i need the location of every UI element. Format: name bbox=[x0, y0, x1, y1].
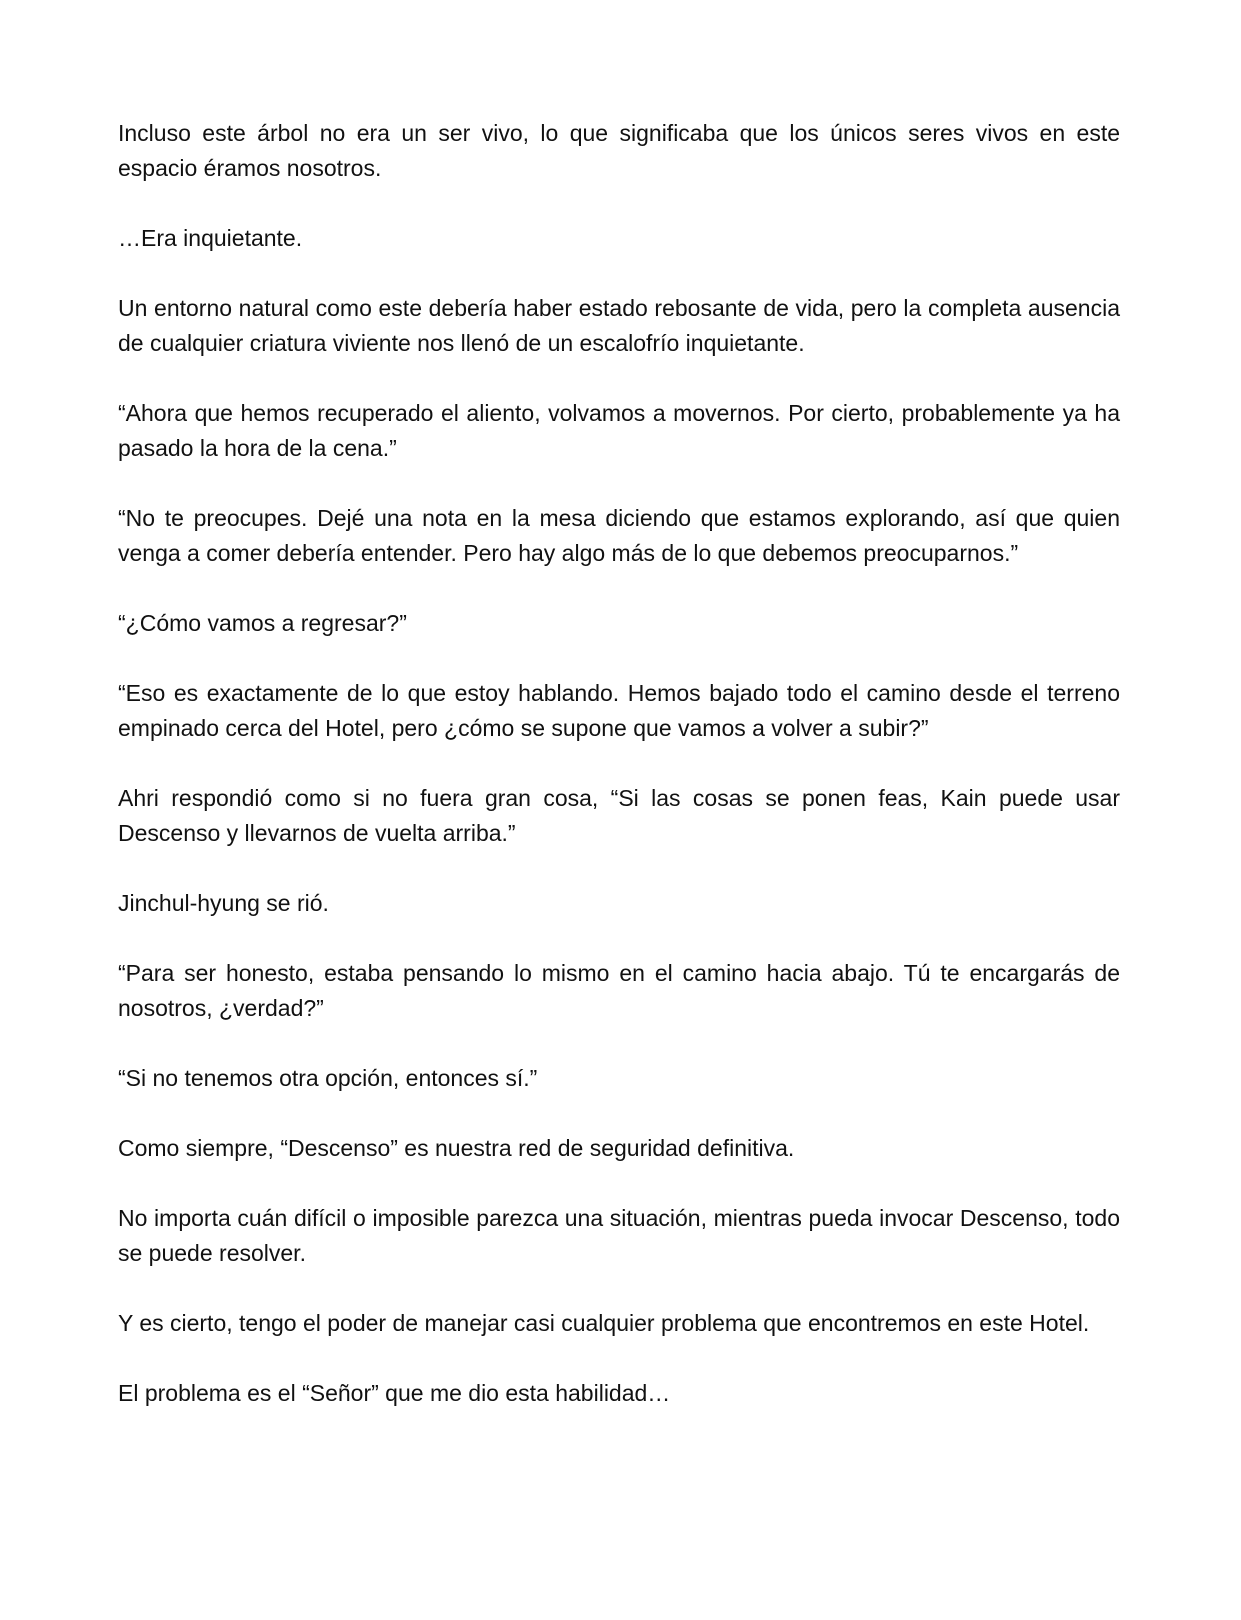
paragraph-4: “Ahora que hemos recuperado el aliento, volvamos a movernos. Por cierto, probablemente ya ha pasado la hora de la cena.” bbox=[118, 400, 1120, 461]
paragraph-6: “¿Cómo vamos a regresar?” bbox=[118, 610, 407, 636]
paragraph-5: “No te preocupes. Dejé una nota en la mesa diciendo que estamos explorando, así que quien venga a comer debería entender. Pero hay algo más de lo que debemos preocuparnos.” bbox=[118, 505, 1120, 566]
paragraph-1: Incluso este árbol no era un ser vivo, lo que significaba que los únicos seres vivos en este espacio éramos nosotros. bbox=[118, 120, 1120, 181]
paragraph-10: “Para ser honesto, estaba pensando lo mismo en el camino hacia abajo. Tú te encargarás de nosotros, ¿verdad?” bbox=[118, 960, 1120, 1021]
paragraph-13: No importa cuán difícil o imposible parezca una situación, mientras pueda invocar Descenso, todo se puede resolver. bbox=[118, 1205, 1120, 1266]
paragraph-2: …Era inquietante. bbox=[118, 225, 303, 251]
paragraph-15: El problema es el “Señor” que me dio esta habilidad… bbox=[118, 1380, 671, 1406]
paragraph-14: Y es cierto, tengo el poder de manejar casi cualquier problema que encontremos en este Hotel. bbox=[118, 1310, 1090, 1336]
paragraph-3: Un entorno natural como este debería haber estado rebosante de vida, pero la completa ausencia de cualquier criatura viviente nos llenó de un escalofrío inquietante. bbox=[118, 295, 1120, 356]
paragraph-7: “Eso es exactamente de lo que estoy hablando. Hemos bajado todo el camino desde el terreno empinado cerca del Hotel, pero ¿cómo se supone que vamos a volver a subir?” bbox=[118, 680, 1120, 741]
paragraph-11: “Si no tenemos otra opción, entonces sí.” bbox=[118, 1065, 538, 1091]
document-body bbox=[118, 116, 1120, 1446]
paragraph-8: Ahri respondió como si no fuera gran cosa, “Si las cosas se ponen feas, Kain puede usar Descenso y llevarnos de vuelta arriba.” bbox=[118, 785, 1120, 846]
paragraph-9: Jinchul-hyung se rió. bbox=[118, 890, 329, 916]
paragraph-12: Como siempre, “Descenso” es nuestra red de seguridad definitiva. bbox=[118, 1135, 795, 1161]
